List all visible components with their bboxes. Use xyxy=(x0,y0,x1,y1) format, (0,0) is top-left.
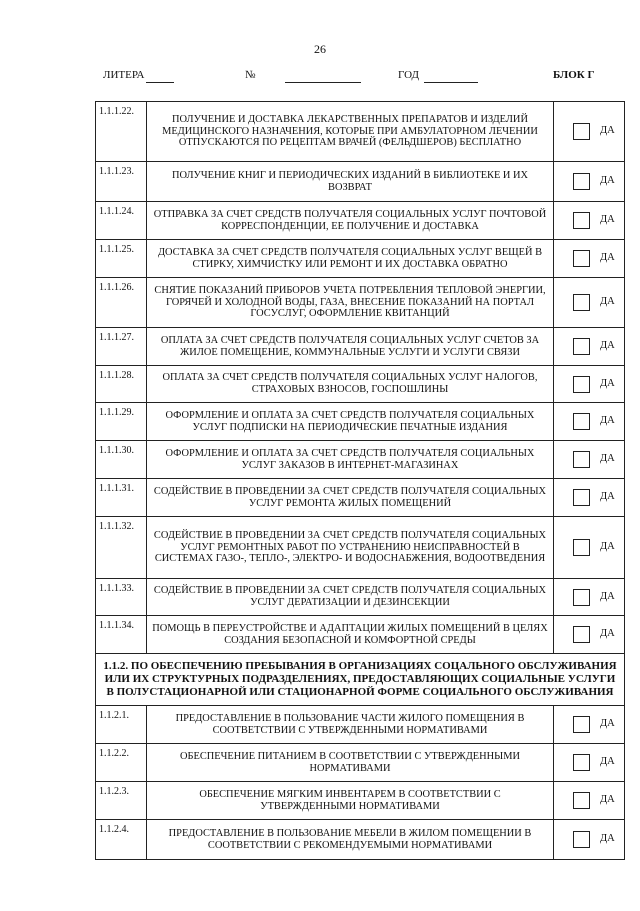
option-cell xyxy=(554,328,625,366)
option-label: ДА xyxy=(600,340,615,352)
option-label: ДА xyxy=(600,377,615,389)
option-label: ДА xyxy=(600,175,615,187)
table-row xyxy=(96,479,625,517)
item-text: ДОСТАВКА ЗА СЧЕТ СРЕДСТВ ПОЛУЧАТЕЛЯ СОЦИАЛЬНЫХ УСЛУГ ВЕЩЕЙ В СТИРКУ, ХИМЧИСТКУ ИЛИ РЕМОНТ И ИХ ДОСТАВКА ОБРАТНО xyxy=(147,240,554,278)
item-number: 1.1.1.30. xyxy=(96,441,147,479)
option-label: ДА xyxy=(600,415,615,427)
item-number: 1.1.1.31. xyxy=(96,479,147,517)
option-label: ДА xyxy=(600,628,615,640)
item-number: 1.1.1.33. xyxy=(96,579,147,616)
year-field[interactable] xyxy=(424,82,478,83)
table-row xyxy=(96,517,625,579)
table-row xyxy=(96,441,625,479)
item-number: 1.1.1.23. xyxy=(96,162,147,202)
item-number: 1.1.1.29. xyxy=(96,403,147,441)
number-label: № xyxy=(245,69,256,81)
checkbox[interactable] xyxy=(573,716,590,733)
section-row xyxy=(96,654,625,706)
option-label: ДА xyxy=(600,590,615,602)
item-text: ОТПРАВКА ЗА СЧЕТ СРЕДСТВ ПОЛУЧАТЕЛЯ СОЦИАЛЬНЫХ УСЛУГ ПОЧТОВОЙ КОРРЕСПОНДЕНЦИИ, ЕЕ ПОЛУЧЕНИЕ И ДОСТАВКА xyxy=(147,202,554,240)
litera-label: ЛИТЕРА xyxy=(103,69,145,81)
item-text: ОПЛАТА ЗА СЧЕТ СРЕДСТВ ПОЛУЧАТЕЛЯ СОЦИАЛЬНЫХ УСЛУГ НАЛОГОВ, СТРАХОВЫХ ВЗНОСОВ, ГОСПОШЛИНЫ xyxy=(147,366,554,403)
item-number: 1.1.2.2. xyxy=(96,744,147,782)
item-text: ОПЛАТА ЗА СЧЕТ СРЕДСТВ ПОЛУЧАТЕЛЯ СОЦИАЛЬНЫХ УСЛУГ СЧЕТОВ ЗА ЖИЛОЕ ПОМЕЩЕНИЕ, КОММУНАЛЬНЫЕ УСЛУГИ И УСЛУГИ СВЯЗИ xyxy=(147,328,554,366)
item-number: 1.1.1.28. xyxy=(96,366,147,403)
option-cell xyxy=(554,240,625,278)
checkbox[interactable] xyxy=(573,489,590,506)
checkbox[interactable] xyxy=(573,754,590,771)
item-text: ОФОРМЛЕНИЕ И ОПЛАТА ЗА СЧЕТ СРЕДСТВ ПОЛУЧАТЕЛЯ СОЦИАЛЬНЫХ УСЛУГ ЗАКАЗОВ В ИНТЕРНЕТ-МАГАЗИНАХ xyxy=(147,441,554,479)
table-row xyxy=(96,616,625,654)
table-row xyxy=(96,240,625,278)
checkbox[interactable] xyxy=(573,792,590,809)
option-label: ДА xyxy=(600,214,615,226)
services-table xyxy=(95,101,625,860)
block-label: БЛОК Г xyxy=(553,69,595,81)
table-row xyxy=(96,403,625,441)
item-number: 1.1.1.34. xyxy=(96,616,147,654)
option-label: ДА xyxy=(600,491,615,503)
item-number: 1.1.1.22. xyxy=(96,102,147,162)
checkbox[interactable] xyxy=(573,123,590,140)
option-cell xyxy=(554,441,625,479)
page-number: 26 xyxy=(314,42,326,56)
item-text: ПОМОЩЬ В ПЕРЕУСТРОЙСТВЕ И АДАПТАЦИИ ЖИЛЫХ ПОМЕЩЕНИЙ В ЦЕЛЯХ СОЗДАНИЯ БЕЗОПАСНОЙ И КОМФОРТНОЙ СРЕДЫ xyxy=(147,616,554,654)
option-label: ДА xyxy=(600,756,615,768)
table-row xyxy=(96,328,625,366)
table-row xyxy=(96,202,625,240)
item-text: ПОЛУЧЕНИЕ КНИГ И ПЕРИОДИЧЕСКИХ ИЗДАНИЙ В БИБЛИОТЕКЕ И ИХ ВОЗВРАТ xyxy=(147,162,554,202)
option-cell xyxy=(554,782,625,820)
option-cell xyxy=(554,366,625,403)
table-row xyxy=(96,820,625,860)
option-label: ДА xyxy=(600,833,615,845)
option-label: ДА xyxy=(600,541,615,553)
option-cell xyxy=(554,278,625,328)
item-text: СОДЕЙСТВИЕ В ПРОВЕДЕНИИ ЗА СЧЕТ СРЕДСТВ ПОЛУЧАТЕЛЯ СОЦИАЛЬНЫХ УСЛУГ РЕМОНТНЫХ РАБОТ ПО УСТРАНЕНИЮ НЕИСПРАВНОСТЕЙ В СИСТЕМАХ ГАЗО-, ТЕПЛО-, ЭЛЕКТРО- И ВОДОСНАБЖЕНИЯ, ВОДООТВЕДЕНИЯ xyxy=(147,517,554,579)
item-text: ПРЕДОСТАВЛЕНИЕ В ПОЛЬЗОВАНИЕ МЕБЕЛИ В ЖИЛОМ ПОМЕЩЕНИИ В СООТВЕТСТВИИ С РЕКОМЕНДУЕМЫМИ НОРМАТИВАМИ xyxy=(147,820,554,860)
checkbox[interactable] xyxy=(573,376,590,393)
checkbox[interactable] xyxy=(573,250,590,267)
item-number: 1.1.2.3. xyxy=(96,782,147,820)
checkbox[interactable] xyxy=(573,539,590,556)
litera-field[interactable] xyxy=(146,82,174,83)
item-number: 1.1.1.26. xyxy=(96,278,147,328)
option-label: ДА xyxy=(600,453,615,465)
item-text: ОБЕСПЕЧЕНИЕ МЯГКИМ ИНВЕНТАРЕМ В СООТВЕТСТВИИ С УТВЕРЖДЕННЫМИ НОРМАТИВАМИ xyxy=(147,782,554,820)
section-heading: 1.1.2. ПО ОБЕСПЕЧЕНИЮ ПРЕБЫВАНИЯ В ОРГАНИЗАЦИЯХ СОЦАЛЬНОГО ОБСЛУЖИВАНИЯ ИЛИ ИХ СТРУКТУРНЫХ ПОДРАЗДЕЛЕНИЯХ, ПРЕДОСТАВЛЯЮЩИХ СОЦИАЛЬНЫЕ УСЛУГИ В ПОЛУСТАЦИОНАРНОЙ ИЛИ СТАЦИОНАРНОЙ ФОРМЕ СОЦИАЛЬНОГО ОБСЛУЖИВАНИЯ xyxy=(96,654,625,706)
table-row xyxy=(96,278,625,328)
checkbox[interactable] xyxy=(573,173,590,190)
checkbox[interactable] xyxy=(573,294,590,311)
item-number: 1.1.2.4. xyxy=(96,820,147,860)
item-text: ОФОРМЛЕНИЕ И ОПЛАТА ЗА СЧЕТ СРЕДСТВ ПОЛУЧАТЕЛЯ СОЦИАЛЬНЫХ УСЛУГ ПОДПИСКИ НА ПЕРИОДИЧЕСКИЕ ПЕЧАТНЫЕ ИЗДАНИЯ xyxy=(147,403,554,441)
table-row xyxy=(96,706,625,744)
option-cell xyxy=(554,517,625,579)
option-label: ДА xyxy=(600,718,615,730)
table-row xyxy=(96,162,625,202)
option-label: ДА xyxy=(600,794,615,806)
item-text: СОДЕЙСТВИЕ В ПРОВЕДЕНИИ ЗА СЧЕТ СРЕДСТВ ПОЛУЧАТЕЛЯ СОЦИАЛЬНЫХ УСЛУГ ДЕРАТИЗАЦИИ И ДЕЗИНСЕКЦИИ xyxy=(147,579,554,616)
checkbox[interactable] xyxy=(573,626,590,643)
number-field[interactable] xyxy=(285,82,361,83)
item-number: 1.1.1.24. xyxy=(96,202,147,240)
checkbox[interactable] xyxy=(573,338,590,355)
option-cell xyxy=(554,102,625,162)
form-header xyxy=(0,69,640,85)
year-label: ГОД xyxy=(398,69,419,81)
option-cell xyxy=(554,162,625,202)
option-cell xyxy=(554,744,625,782)
checkbox[interactable] xyxy=(573,831,590,848)
item-text: СНЯТИЕ ПОКАЗАНИЙ ПРИБОРОВ УЧЕТА ПОТРЕБЛЕНИЯ ТЕПЛОВОЙ ЭНЕРГИИ, ГОРЯЧЕЙ И ХОЛОДНОЙ ВОДЫ, ГАЗА, ВНЕСЕНИЕ ПОКАЗАНИЙ НА ПОРТАЛ ГОСУСЛУГ, ОФОРМЛЕНИЕ КВИТАНЦИЙ xyxy=(147,278,554,328)
item-text: ОБЕСПЕЧЕНИЕ ПИТАНИЕМ В СООТВЕТСТВИИ С УТВЕРЖДЕННЫМИ НОРМАТИВАМИ xyxy=(147,744,554,782)
option-label: ДА xyxy=(600,252,615,264)
option-cell xyxy=(554,616,625,654)
option-cell xyxy=(554,202,625,240)
checkbox[interactable] xyxy=(573,451,590,468)
table-row xyxy=(96,102,625,162)
item-text: СОДЕЙСТВИЕ В ПРОВЕДЕНИИ ЗА СЧЕТ СРЕДСТВ ПОЛУЧАТЕЛЯ СОЦИАЛЬНЫХ УСЛУГ РЕМОНТА ЖИЛЫХ ПОМЕЩЕНИЙ xyxy=(147,479,554,517)
option-cell xyxy=(554,479,625,517)
item-number: 1.1.1.32. xyxy=(96,517,147,579)
option-cell xyxy=(554,820,625,860)
option-cell xyxy=(554,403,625,441)
item-number: 1.1.2.1. xyxy=(96,706,147,744)
item-number: 1.1.1.27. xyxy=(96,328,147,366)
checkbox[interactable] xyxy=(573,212,590,229)
item-number: 1.1.1.25. xyxy=(96,240,147,278)
table-row xyxy=(96,579,625,616)
table-row xyxy=(96,744,625,782)
checkbox[interactable] xyxy=(573,589,590,606)
item-text: ПРЕДОСТАВЛЕНИЕ В ПОЛЬЗОВАНИЕ ЧАСТИ ЖИЛОГО ПОМЕЩЕНИЯ В СООТВЕТСТВИИ С УТВЕРЖДЕННЫМИ НОРМАТИВАМИ xyxy=(147,706,554,744)
option-label: ДА xyxy=(600,296,615,308)
option-label: ДА xyxy=(600,125,615,137)
option-cell xyxy=(554,579,625,616)
item-text: ПОЛУЧЕНИЕ И ДОСТАВКА ЛЕКАРСТВЕННЫХ ПРЕПАРАТОВ И ИЗДЕЛИЙ МЕДИЦИНСКОГО НАЗНАЧЕНИЯ, КОТОРЫЕ ПРИ АМБУЛАТОРНОМ ЛЕЧЕНИИ ОТПУСКАЮТСЯ ПО РЕЦЕПТАМ ВРАЧЕЙ (ФЕЛЬДШЕРОВ) БЕСПЛАТНО xyxy=(147,102,554,162)
checkbox[interactable] xyxy=(573,413,590,430)
option-cell xyxy=(554,706,625,744)
table-row xyxy=(96,366,625,403)
table-row xyxy=(96,782,625,820)
